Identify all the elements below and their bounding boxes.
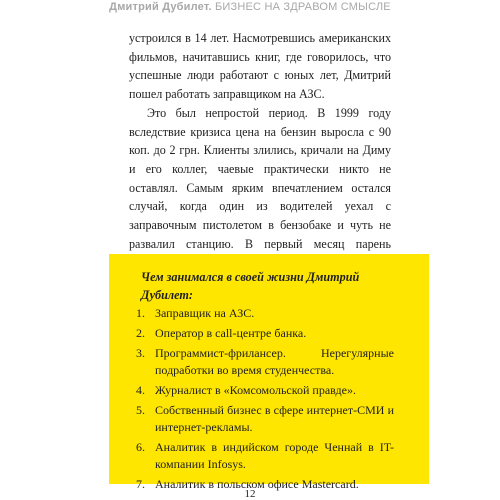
list-item (136, 345, 394, 379)
list-item-number: 4. (136, 383, 145, 397)
list-item (136, 325, 394, 342)
list-item-number: 7. (136, 477, 145, 491)
running-head-author: Дмитрий Дубилет. (109, 1, 212, 13)
list-item-number: 1. (136, 306, 145, 320)
sidebar-title: Чем занимался в своей жизни Дмитрий Дубилет: (141, 270, 360, 302)
career-sidebar (109, 254, 429, 491)
running-head-title: БИЗНЕС НА ЗДРАВОМ СМЫСЛЕ (215, 1, 391, 13)
list-item (136, 402, 394, 436)
list-item (136, 305, 394, 322)
career-list (136, 305, 394, 496)
list-item-text: Аналитик в польском офисе Mastercard. (155, 477, 359, 491)
list-item-number: 5. (136, 403, 145, 417)
list-item (136, 439, 394, 473)
list-item (136, 382, 394, 399)
list-item-text: Журналист в «Комсомольской правде». (155, 383, 356, 397)
paragraph-2: Это был непростой период. В 1999 году вследствие кризиса цена на бензин выросла с 90 коп. до 2 грн. Клиенты злились, кричали на Диму и его коллег, чаевые практически никто не оставлял. Самым ярким впечатлением остался случай, когда один из водителей уехал с заправочным пистолетом в бензобаке и чуть не развалил станцию. В первый месяц парень (129, 105, 391, 251)
list-item-text: Собственный бизнес в сфере интернет-СМИ и интернет-рекламы. (155, 403, 394, 434)
paragraph-1: устроился в 14 лет. Насмотревшись американских фильмов, начитавшись книг, где говорилось, что успешные люди работают с юных лет, Дмитрий пошел работать заправщиком на АЗС. (129, 31, 391, 102)
list-item-number: 2. (136, 326, 145, 340)
list-item-number: 3. (136, 346, 145, 360)
page-number: 12 (244, 488, 256, 500)
list-item-number: 6. (136, 440, 145, 454)
list-item-text: Заправщик на АЗС. (155, 306, 255, 320)
list-item-text: Программист-фрилансер. Нерегулярные подработки во время студенчества. (155, 346, 394, 377)
body-text (129, 29, 391, 272)
list-item-text: Аналитик в индийском городе Ченнай в IT-компании Infosys. (155, 440, 394, 471)
list-item-text: Оператор в call-центре банка. (155, 326, 307, 340)
running-head (0, 0, 500, 18)
